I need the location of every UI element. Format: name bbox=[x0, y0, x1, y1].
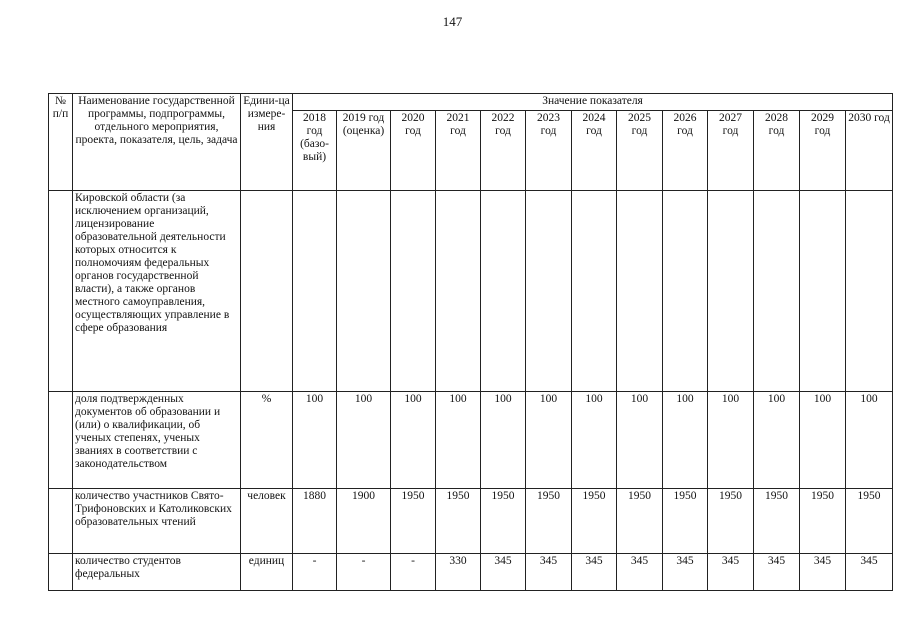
row-unit bbox=[241, 191, 293, 392]
row-value bbox=[846, 191, 893, 392]
row-value: 345 bbox=[846, 554, 893, 591]
row-name: Кировской области (за исключением организаций, лицензирование образовательной деятельности которых относится к полномочиям федеральных органов государственной власти), а также органов местного самоуправления, осуществляющих управление в сфере образования bbox=[73, 191, 241, 392]
row-value: 1950 bbox=[526, 489, 572, 554]
header-year: 2018 год (базо-вый) bbox=[293, 111, 337, 191]
header-year: 2029 год bbox=[800, 111, 846, 191]
header-year: 2022 год bbox=[481, 111, 526, 191]
row-value bbox=[800, 191, 846, 392]
row-value: 100 bbox=[526, 392, 572, 489]
row-value: 100 bbox=[617, 392, 663, 489]
row-value bbox=[754, 191, 800, 392]
row-value: 100 bbox=[800, 392, 846, 489]
row-value bbox=[337, 191, 391, 392]
row-value bbox=[572, 191, 617, 392]
header-year: 2024 год bbox=[572, 111, 617, 191]
row-value: 345 bbox=[800, 554, 846, 591]
row-value bbox=[526, 191, 572, 392]
row-value: 100 bbox=[572, 392, 617, 489]
row-unit: % bbox=[241, 392, 293, 489]
row-value: 100 bbox=[846, 392, 893, 489]
header-year: 2020 год bbox=[391, 111, 436, 191]
row-value: 100 bbox=[708, 392, 754, 489]
header-year: 2030 год bbox=[846, 111, 893, 191]
row-value: 345 bbox=[481, 554, 526, 591]
table-row bbox=[49, 191, 893, 392]
row-name: количество студентов федеральных bbox=[73, 554, 241, 591]
indicator-table bbox=[48, 93, 893, 591]
row-value: 100 bbox=[663, 392, 708, 489]
row-value bbox=[391, 191, 436, 392]
row-value: 1950 bbox=[708, 489, 754, 554]
row-num bbox=[49, 554, 73, 591]
row-value bbox=[293, 191, 337, 392]
row-value: 330 bbox=[436, 554, 481, 591]
row-unit: человек bbox=[241, 489, 293, 554]
row-value: - bbox=[337, 554, 391, 591]
row-value bbox=[617, 191, 663, 392]
header-year: 2023 год bbox=[526, 111, 572, 191]
row-value: 1950 bbox=[846, 489, 893, 554]
row-value: - bbox=[293, 554, 337, 591]
row-value: 1880 bbox=[293, 489, 337, 554]
row-num bbox=[49, 392, 73, 489]
row-value: 100 bbox=[293, 392, 337, 489]
row-value: 100 bbox=[481, 392, 526, 489]
row-value: 100 bbox=[436, 392, 481, 489]
row-unit: единиц bbox=[241, 554, 293, 591]
row-value: 1950 bbox=[617, 489, 663, 554]
row-value: 1900 bbox=[337, 489, 391, 554]
row-value: 1950 bbox=[481, 489, 526, 554]
row-value: 100 bbox=[754, 392, 800, 489]
header-row-group bbox=[49, 94, 893, 111]
header-year: 2027 год bbox=[708, 111, 754, 191]
header-year: 2019 год (оценка) bbox=[337, 111, 391, 191]
row-value: 345 bbox=[663, 554, 708, 591]
row-value: 100 bbox=[391, 392, 436, 489]
row-value bbox=[663, 191, 708, 392]
table-row bbox=[49, 554, 893, 591]
row-value: 100 bbox=[337, 392, 391, 489]
header-year: 2028 год bbox=[754, 111, 800, 191]
row-value bbox=[481, 191, 526, 392]
row-value: 1950 bbox=[754, 489, 800, 554]
row-value: 345 bbox=[754, 554, 800, 591]
row-name: количество участников Свято-Трифоновских и Католиковских образовательных чтений bbox=[73, 489, 241, 554]
header-year: 2025 год bbox=[617, 111, 663, 191]
row-name: доля подтвержденных документов об образовании и (или) о квалификации, об ученых степенях, ученых званиях в соответствии с законодательством bbox=[73, 392, 241, 489]
table-row bbox=[49, 489, 893, 554]
row-value: 1950 bbox=[572, 489, 617, 554]
header-unit: Едини-ца измере-ния bbox=[241, 94, 293, 191]
row-value: 1950 bbox=[663, 489, 708, 554]
row-value bbox=[436, 191, 481, 392]
row-value: 345 bbox=[617, 554, 663, 591]
table-row bbox=[49, 392, 893, 489]
header-name: Наименование государственной программы, подпрограммы, отдельного мероприятия, проекта, показателя, цель, задача bbox=[73, 94, 241, 191]
row-value bbox=[708, 191, 754, 392]
row-value: 1950 bbox=[391, 489, 436, 554]
row-value: 345 bbox=[572, 554, 617, 591]
header-year: 2021 год bbox=[436, 111, 481, 191]
row-value: 1950 bbox=[800, 489, 846, 554]
row-num bbox=[49, 191, 73, 392]
page-number: 147 bbox=[442, 14, 463, 29]
row-value: 1950 bbox=[436, 489, 481, 554]
row-num bbox=[49, 489, 73, 554]
header-num: № п/п bbox=[49, 94, 73, 191]
row-value: 345 bbox=[708, 554, 754, 591]
header-values-group: Значение показателя bbox=[293, 94, 893, 111]
row-value: - bbox=[391, 554, 436, 591]
row-value: 345 bbox=[526, 554, 572, 591]
header-year: 2026 год bbox=[663, 111, 708, 191]
